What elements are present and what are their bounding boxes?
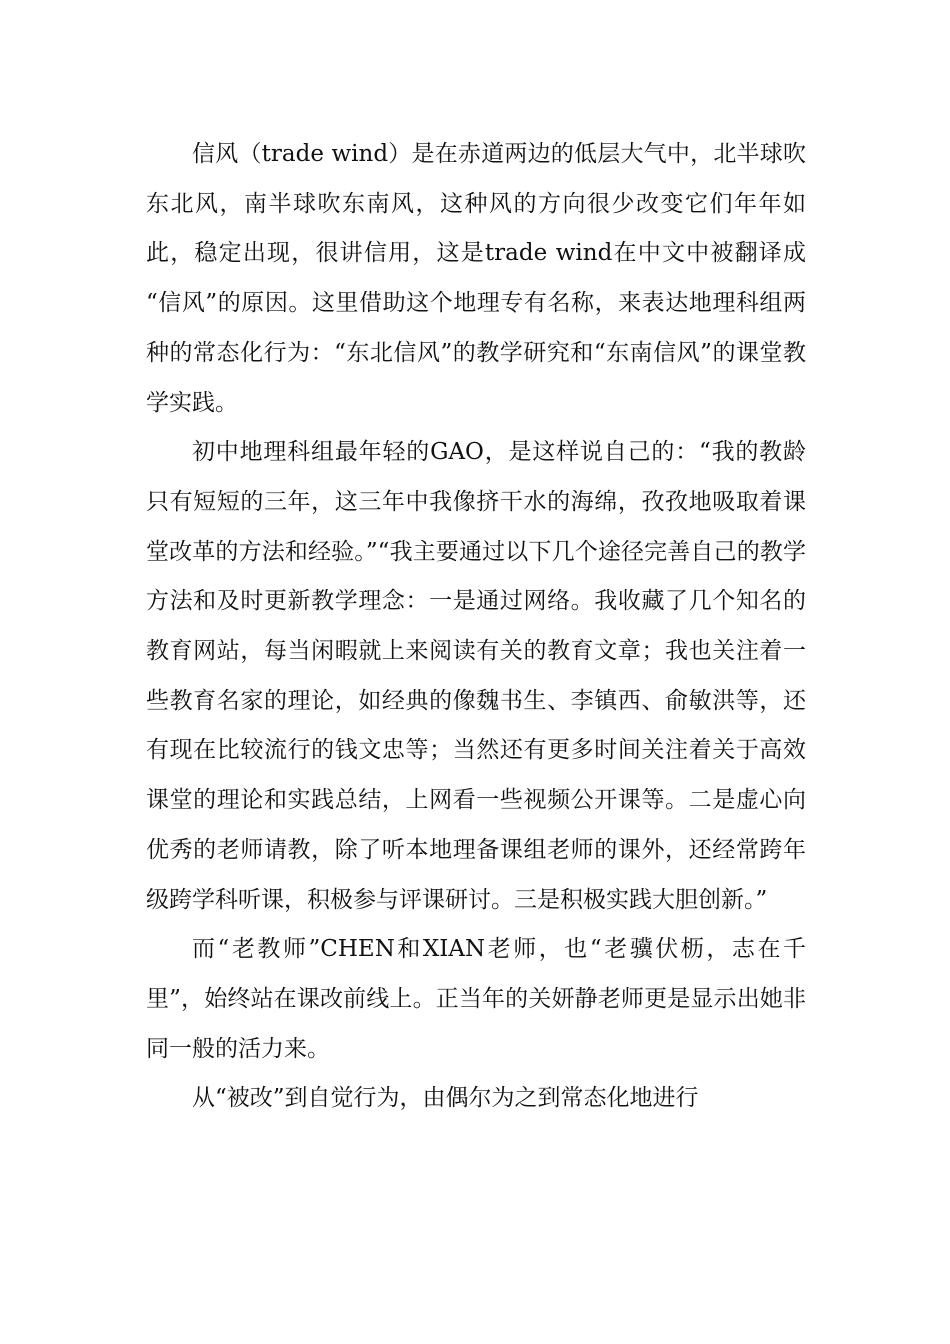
paragraph-trade-wind: 信风（trade wind）是在赤道两边的低层大气中，北半球吹东北风，南半球吹东南风，这种风的方向很少改变它们年年如此，稳定出现，很讲信用，这是trade wind在中文中被翻译成 “信风”的原因。这里借助这个地理专有名称，来表达地理科组两种的常态化行为：“东北信风”的教学研究和“东南信风”的课堂教学实践。	[146, 141, 806, 416]
paragraph-continuation: 从“被改”到自觉行为，由偶尔为之到常态化地进行	[192, 1085, 699, 1112]
paragraph-senior-teachers: 而“老教师”CHEN和XIAN老师，也“老骥伏枥，志在千里”，始终站在课改前线上。正当年的关妍静老师更是显示出她非同一般的活力来。	[146, 936, 806, 1062]
paragraph-gao-teacher: 初中地理科组最年轻的GAO，是这样说自己的：“我的教龄只有短短的三年，这三年中我像挤干水的海绵，孜孜地吸取着课堂改革的方法和经验。”“我主要通过以下几个途径完善自己的教学方法和及时更新教学理念：一是通过网络。我收藏了几个知名的教育网站，每当闲暇就上来阅读有关的教育文章；我也关注着一些教育名家的理论，如经典的像魏书生、李镇西、俞敏洪等，还有现在比较流行的钱文忠等；当然还有更多时间关注着关于高效课堂的理论和实践总结，上网看一些视频公开课等。二是虚心向优秀的老师请教，除了听本地理备课组老师的课外，还经常跨年级跨学科听课，积极参与评课研讨。三是积极实践大胆创新。”	[146, 439, 806, 913]
document-body	[146, 130, 806, 1124]
